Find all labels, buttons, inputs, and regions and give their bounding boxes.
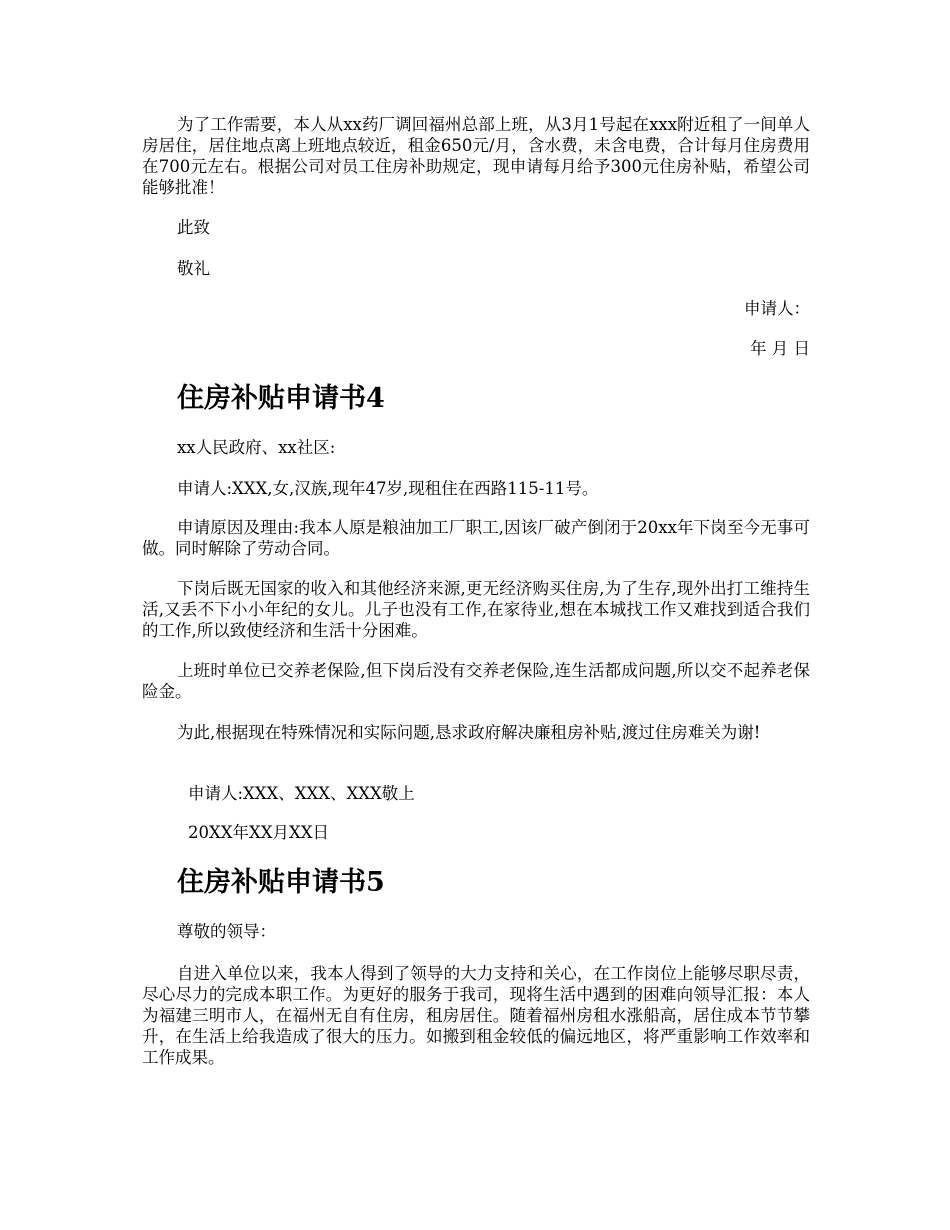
section3-date: 年 月 日 (750, 339, 810, 358)
section4-title: 住房补贴申请书4 (177, 383, 385, 414)
section3-closing-2: 敬礼 (177, 259, 210, 278)
section4-paragraph-3: 上班时单位已交养老保险,但下岗后没有交养老保险,连生活都成问题,所以交不起养老保险金。 (142, 661, 810, 701)
section4-reason: 申请原因及理由:我本人原是粮油加工厂职工,因该厂破产倒闭于20xx年下岗至今无事可做。同时解除了劳动合同。 (142, 518, 810, 558)
section4-date: 20XX年XX月XX日 (188, 823, 329, 842)
section4-signature: 申请人:XXX、XXX、XXX敬上 (188, 784, 415, 803)
section4-salutation: xx人民政府、xx社区: (177, 438, 336, 457)
section4-paragraph-2: 下岗后既无国家的收入和其他经济来源,更无经济购买住房,为了生存,现外出打工维持生活,又丢不下小小年纪的女儿。儿子也没有工作,在家待业,想在本城找工作又难找到适合我们的工作,所以致使经济和生活十分困难。 (142, 579, 810, 640)
section4-paragraph-4: 为此,根据现在特殊情况和实际问题,恳求政府解决廉租房补贴,渡过住房难关为谢! (177, 723, 761, 742)
section5-title: 住房补贴申请书5 (177, 867, 385, 898)
section5-body: 自进入单位以来，我本人得到了领导的大力支持和关心，在工作岗位上能够尽职尽责，尽心尽力的完成本职工作。为更好的服务于我司，现将生活中遇到的困难向领导汇报：本人为福建三明市人，在福州无自有住房，租房居住。随着福州房租水涨船高，居住成本节节攀升，在生活上给我造成了很大的压力。如搬到租金较低的偏远地区，将严重影响工作效率和工作成果。 (142, 964, 810, 1067)
section4-applicant-info: 申请人:XXX,女,汉族,现年47岁,现租住在西路115-11号。 (177, 479, 599, 498)
section5-salutation: 尊敬的领导： (177, 922, 276, 941)
section3-closing-1: 此致 (177, 218, 210, 237)
section3-body: 为了工作需要，本人从xx药厂调回福州总部上班，从3月1号起在xxx附近租了一间单人房居住，居住地点离上班地点较近，租金650元/月，含水费，未含电费，合计每月住房费用在700元左右。根据公司对员工住房补助规定，现申请每月给予300元住房补贴，希望公司能够批准！ (142, 115, 810, 197)
section3-applicant: 申请人： (744, 299, 810, 318)
